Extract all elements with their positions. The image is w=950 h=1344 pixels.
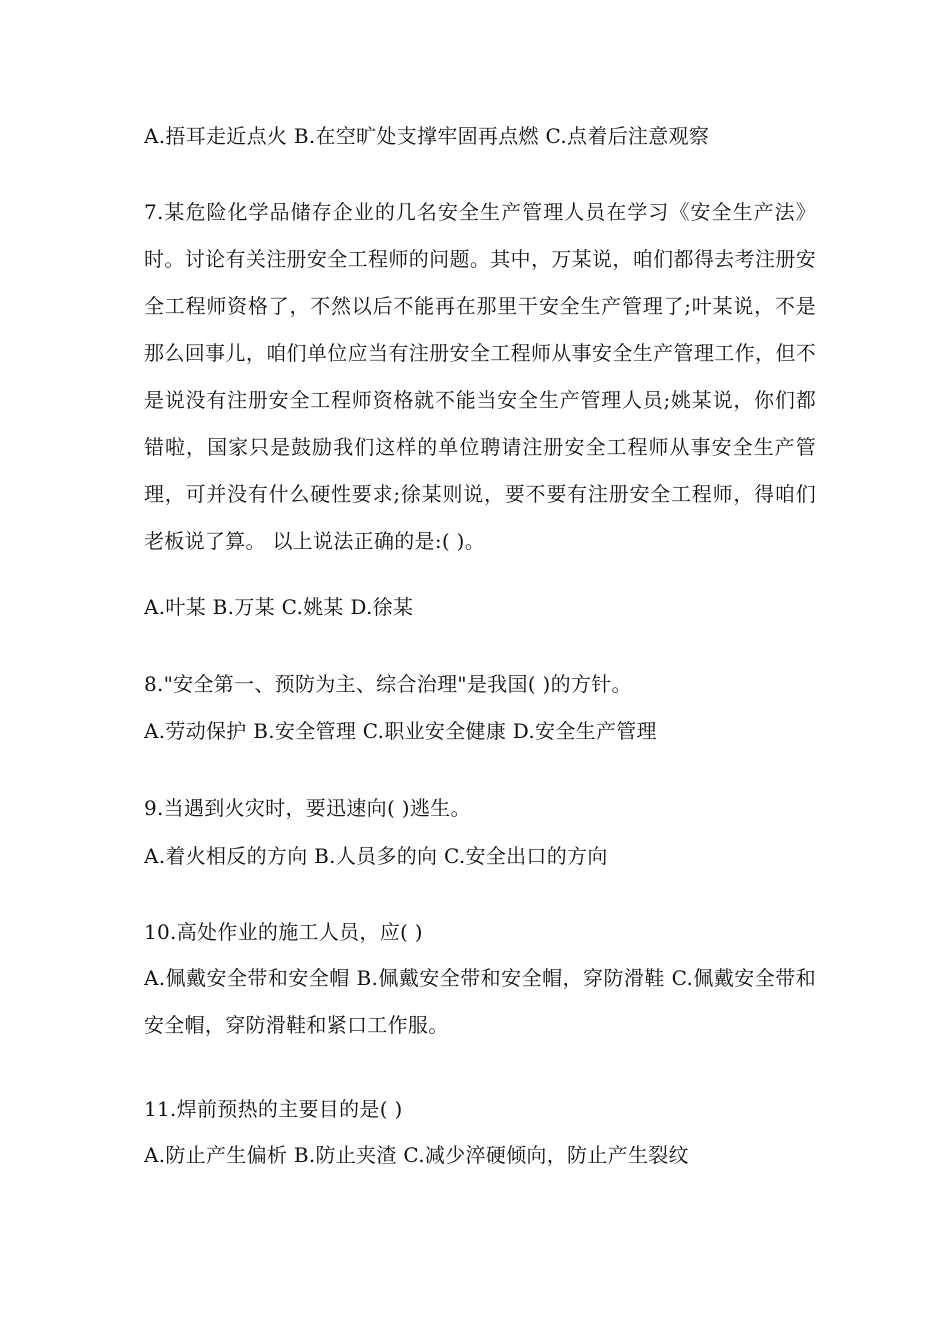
q10-options: A.佩戴安全带和安全帽 B.佩戴安全带和安全帽，穿防滑鞋 C.佩戴安全带和安全帽，穿防滑鞋和紧口工作服。 — [144, 966, 816, 1037]
q7-stem: 7.某危险化学品储存企业的几名安全生产管理人员在学习《安全生产法》时。讨论有关注册安全工程师的问题。其中，万某说，咱们都得去考注册安全工程师资格了，不然以后不能再在那里干安全生产管理了;叶某说，不是那么回事儿，咱们单位应当有注册安全工程师从事安全生产管理工作，但不是说没有注册安全工程师资格就不能当安全生产管理人员;姚某说，你们都错啦，国家只是鼓励我们这样的单位聘请注册安全工程师从事安全生产管理，可并没有什么硬性要求;徐某则说，要不要有注册安全工程师，得咱们老板说了算。 以上说法正确的是:( )。 — [144, 200, 816, 553]
q8-stem: 8."安全第一、预防为主、综合治理"是我国( )的方针。 — [144, 672, 632, 696]
q11-stem: 11.焊前预热的主要目的是( ) — [144, 1097, 403, 1121]
q11-options: A.防止产生偏析 B.防止夹渣 C.减少淬硬倾向，防止产生裂纹 — [144, 1143, 689, 1167]
q7-options: A.叶某 B.万某 C.姚某 D.徐某 — [144, 595, 414, 619]
q9-options: A.着火相反的方向 B.人员多的向 C.安全出口的方向 — [144, 844, 608, 868]
q10-stem: 10.高处作业的施工人员，应( ) — [144, 920, 423, 944]
q6-options: A.捂耳走近点火 B.在空旷处支撑牢固再点燃 C.点着后注意观察 — [144, 124, 710, 148]
q9-stem: 9.当遇到火灾时，要迅速向( )逃生。 — [144, 796, 471, 820]
q8-options: A.劳动保护 B.安全管理 C.职业安全健康 D.安全生产管理 — [144, 719, 657, 743]
